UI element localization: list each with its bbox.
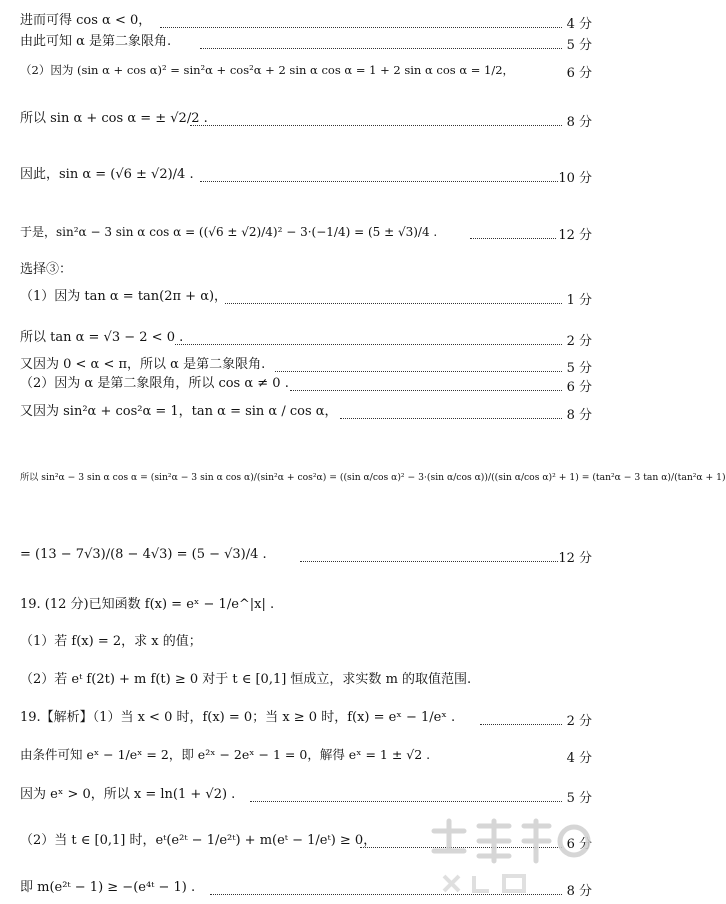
score-label: 5 分 (566, 38, 592, 53)
leader-dots (175, 344, 562, 345)
line-text: 所以 sin²α − 3 sin α cos α = (sin²α − 3 sin α cos α)/(sin²α + cos²α) = ((sin α/cos α)² − 3·(sin α/cos α))/((sin α/cos α)² + 1) = (tan²α − 3 tan α)/(tan²α + 1) (20, 472, 726, 483)
line-text: 又因为 0 < α < π，所以 α 是第二象限角. (20, 357, 266, 372)
score-label: 10 分 (558, 171, 592, 186)
line-text: 19. (12 分)已知函数 f(x) = eˣ − 1/e^|x| . (20, 597, 275, 612)
score-label: 6 分 (566, 66, 592, 81)
score-label: 5 分 (566, 361, 592, 376)
line-text: 所以 tan α = √3 − 2 < 0 . (20, 330, 184, 345)
score-label: 8 分 (566, 408, 592, 423)
leader-dots (250, 801, 562, 802)
score-label: 12 分 (558, 228, 592, 243)
solution-line (0, 747, 602, 771)
line-text: 即 m(e²ᵗ − 1) ≥ −(e⁴ᵗ − 1) . (20, 880, 196, 895)
leader-dots (290, 390, 562, 391)
leader-dots (225, 303, 562, 304)
score-label: 4 分 (566, 751, 592, 766)
score-label: 8 分 (566, 115, 592, 130)
solution-line (0, 62, 602, 86)
solution-line (0, 289, 602, 313)
line-text: 因为 eˣ > 0，所以 x = ln(1 + √2) . (20, 787, 236, 802)
line-text: 因此，sin α = (√6 ± √2)/4 . (20, 167, 194, 182)
leader-dots (300, 561, 558, 562)
score-label: 6 分 (566, 380, 592, 395)
leader-dots (340, 418, 562, 419)
solution-line (0, 547, 602, 571)
leader-dots (275, 371, 562, 372)
line-text: （2）当 t ∈ [0,1] 时，eᵗ(e²ᵗ − 1/e²ᵗ) + m(eᵗ − 1/eᵗ) ≥ 0， (20, 833, 377, 848)
watermark-logo (424, 811, 594, 901)
line-text: 选择③： (20, 262, 73, 277)
line-text: （1）若 f(x) = 2，求 x 的值； (20, 634, 202, 649)
line-text: （2）因为 α 是第二象限角，所以 cos α ≠ 0 . (20, 376, 289, 391)
score-label: 4 分 (566, 17, 592, 32)
leader-dots (200, 48, 562, 49)
leader-dots (480, 724, 562, 725)
solution-line (0, 262, 602, 286)
line-text: 于是，sin²α − 3 sin α cos α = ((√6 ± √2)/4)² − 3·(−1/4) = (5 ± √3)/4 . (20, 225, 438, 239)
solution-line (0, 330, 602, 354)
solution-line (0, 376, 602, 400)
line-text: 所以 sin α + cos α = ± √2/2 . (20, 111, 208, 126)
line-text: （2）若 eᵗ f(2t) + m f(t) ≥ 0 对于 t ∈ [0,1] 恒成立，求实数 m 的取值范围. (20, 672, 472, 687)
problem-statement (0, 597, 602, 621)
line-text: = (13 − 7√3)/(8 − 4√3) = (5 − √3)/4 . (20, 547, 267, 562)
leader-dots (160, 27, 562, 28)
score-label: 1 分 (566, 293, 592, 308)
score-label: 2 分 (566, 334, 592, 349)
leader-dots (190, 125, 562, 126)
line-text: 由条件可知 eˣ − 1/eˣ = 2，即 e²ˣ − 2eˣ − 1 = 0，解得 eˣ = 1 ± √2 . (20, 747, 431, 762)
line-text: （2）因为 (sin α + cos α)² = sin²α + cos²α + 2 sin α cos α = 1 + 2 sin α cos α = 1/2， (20, 63, 515, 77)
line-text: （1）因为 tan α = tan(2π + α)， (20, 289, 228, 304)
solution-line (0, 404, 602, 428)
line-text: 又因为 sin²α + cos²α = 1，tan α = sin α / cos α， (20, 404, 338, 419)
solution-line (0, 710, 602, 734)
score-label: 2 分 (566, 714, 592, 729)
score-label: 8 分 (566, 884, 592, 899)
line-text: 由此可知 α 是第二象限角. (20, 34, 172, 49)
solution-line (0, 111, 602, 135)
solution-line (0, 34, 602, 58)
line-text: 进而可得 cos α < 0， (20, 13, 152, 28)
solution-line (0, 787, 602, 811)
solution-line (0, 470, 726, 494)
line-text: 19.【解析】（1）当 x < 0 时，f(x) = 0；当 x ≥ 0 时，f(x) = eˣ − 1/eˣ . (20, 710, 456, 725)
score-label: 12 分 (558, 551, 592, 566)
leader-dots (470, 238, 556, 239)
score-label: 6 分 (566, 837, 592, 852)
problem-part (0, 672, 602, 696)
leader-dots (200, 181, 558, 182)
solution-line (0, 224, 602, 248)
score-label: 5 分 (566, 791, 592, 806)
problem-part (0, 634, 602, 658)
solution-line (0, 167, 602, 191)
